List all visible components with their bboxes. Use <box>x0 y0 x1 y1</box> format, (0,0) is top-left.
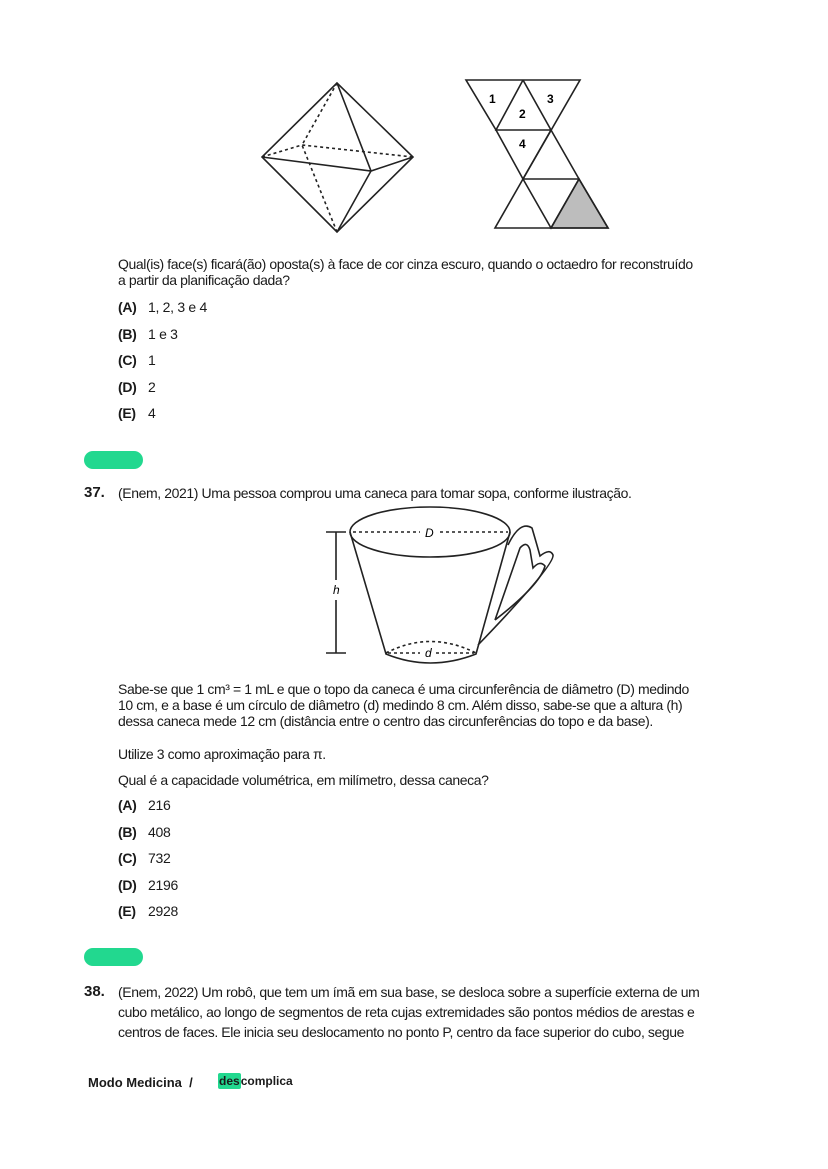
option-letter: (D) <box>118 877 137 893</box>
q36-option-a[interactable] <box>118 299 207 315</box>
option-letter: (E) <box>118 903 136 919</box>
mug-figure <box>326 507 553 663</box>
option-text: 1, 2, 3 e 4 <box>148 299 207 315</box>
option-text: 1 <box>148 352 156 368</box>
option-text: 2 <box>148 379 156 395</box>
q37-para2: Utilize 3 como aproximação para π. <box>118 746 326 762</box>
label-D: D <box>425 526 434 540</box>
option-letter: (C) <box>118 352 137 368</box>
q37-intro: (Enem, 2021) Uma pessoa comprou uma caneca para tomar sopa, conforme ilustração. <box>118 485 632 501</box>
q37-para-line1: Sabe-se que 1 cm³ = 1 mL e que o topo da caneca é uma circunferência de diâmetro (D) medindo <box>118 681 689 697</box>
q38-number: 38. <box>84 983 105 1000</box>
q37-question: Qual é a capacidade volumétrica, em milímetro, dessa caneca? <box>118 772 489 788</box>
q37-option-a[interactable] <box>118 797 170 813</box>
q36-question-line2: a partir da planificação dada? <box>118 272 290 288</box>
option-text: 4 <box>148 405 156 421</box>
accent-pill <box>84 948 143 966</box>
option-text: 2196 <box>148 877 178 893</box>
brand-name: Modo Medicina <box>88 1075 182 1090</box>
octahedron-figure <box>262 83 413 232</box>
q38-line3: centros de faces. Ele inicia seu deslocamento no ponto P, centro da face superior do cubo, segue <box>118 1024 685 1040</box>
option-text: 732 <box>148 850 171 866</box>
net-label-3: 3 <box>547 92 554 106</box>
q37-option-e[interactable] <box>118 903 178 919</box>
gray-face <box>551 179 608 228</box>
q37-option-c[interactable] <box>118 850 170 866</box>
q37-option-b[interactable] <box>118 824 170 840</box>
option-letter: (B) <box>118 326 137 342</box>
net-label-4: 4 <box>519 137 526 151</box>
descomplica-logo <box>218 1074 293 1088</box>
option-letter: (D) <box>118 379 137 395</box>
q36-option-d[interactable] <box>118 379 156 395</box>
q38-line2: cubo metálico, ao longo de segmentos de reta cujas extremidades são pontos médios de arestas e <box>118 1004 695 1020</box>
option-text: 216 <box>148 797 171 813</box>
label-d: d <box>425 646 432 660</box>
logo-part1: des <box>219 1074 240 1088</box>
net-label-2: 2 <box>519 107 526 121</box>
q36-question: Qual(is) face(s) ficará(ão) oposta(s) à face de cor cinza escuro, quando o octaedro for reconstruído <box>118 256 693 272</box>
q36-option-e[interactable] <box>118 405 156 421</box>
q36-option-c[interactable] <box>118 352 156 368</box>
footer-brand <box>88 1075 193 1090</box>
label-h: h <box>333 583 340 597</box>
option-letter: (A) <box>118 299 137 315</box>
q37-para-line2: 10 cm, e a base é um círculo de diâmetro (d) medindo 8 cm. Além disso, sabe-se que a altura (h) <box>118 697 683 713</box>
q36-option-b[interactable] <box>118 326 178 342</box>
separator: / <box>189 1075 193 1090</box>
option-text: 408 <box>148 824 171 840</box>
q37-option-d[interactable] <box>118 877 178 893</box>
accent-pill <box>84 451 143 469</box>
option-letter: (E) <box>118 405 136 421</box>
option-text: 2928 <box>148 903 178 919</box>
q37-number: 37. <box>84 484 105 501</box>
q37-para-line3: dessa caneca mede 12 cm (distância entre o centro das circunferências do topo e da base). <box>118 713 653 729</box>
option-letter: (A) <box>118 797 137 813</box>
q38-line1: (Enem, 2022) Um robô, que tem um ímã em sua base, se desloca sobre a superfície externa de um <box>118 984 700 1000</box>
net-label-1: 1 <box>489 92 496 106</box>
option-letter: (B) <box>118 824 137 840</box>
octahedron-net <box>466 80 608 228</box>
option-text: 1 e 3 <box>148 326 178 342</box>
logo-part2: complica <box>240 1074 293 1088</box>
option-letter: (C) <box>118 850 137 866</box>
